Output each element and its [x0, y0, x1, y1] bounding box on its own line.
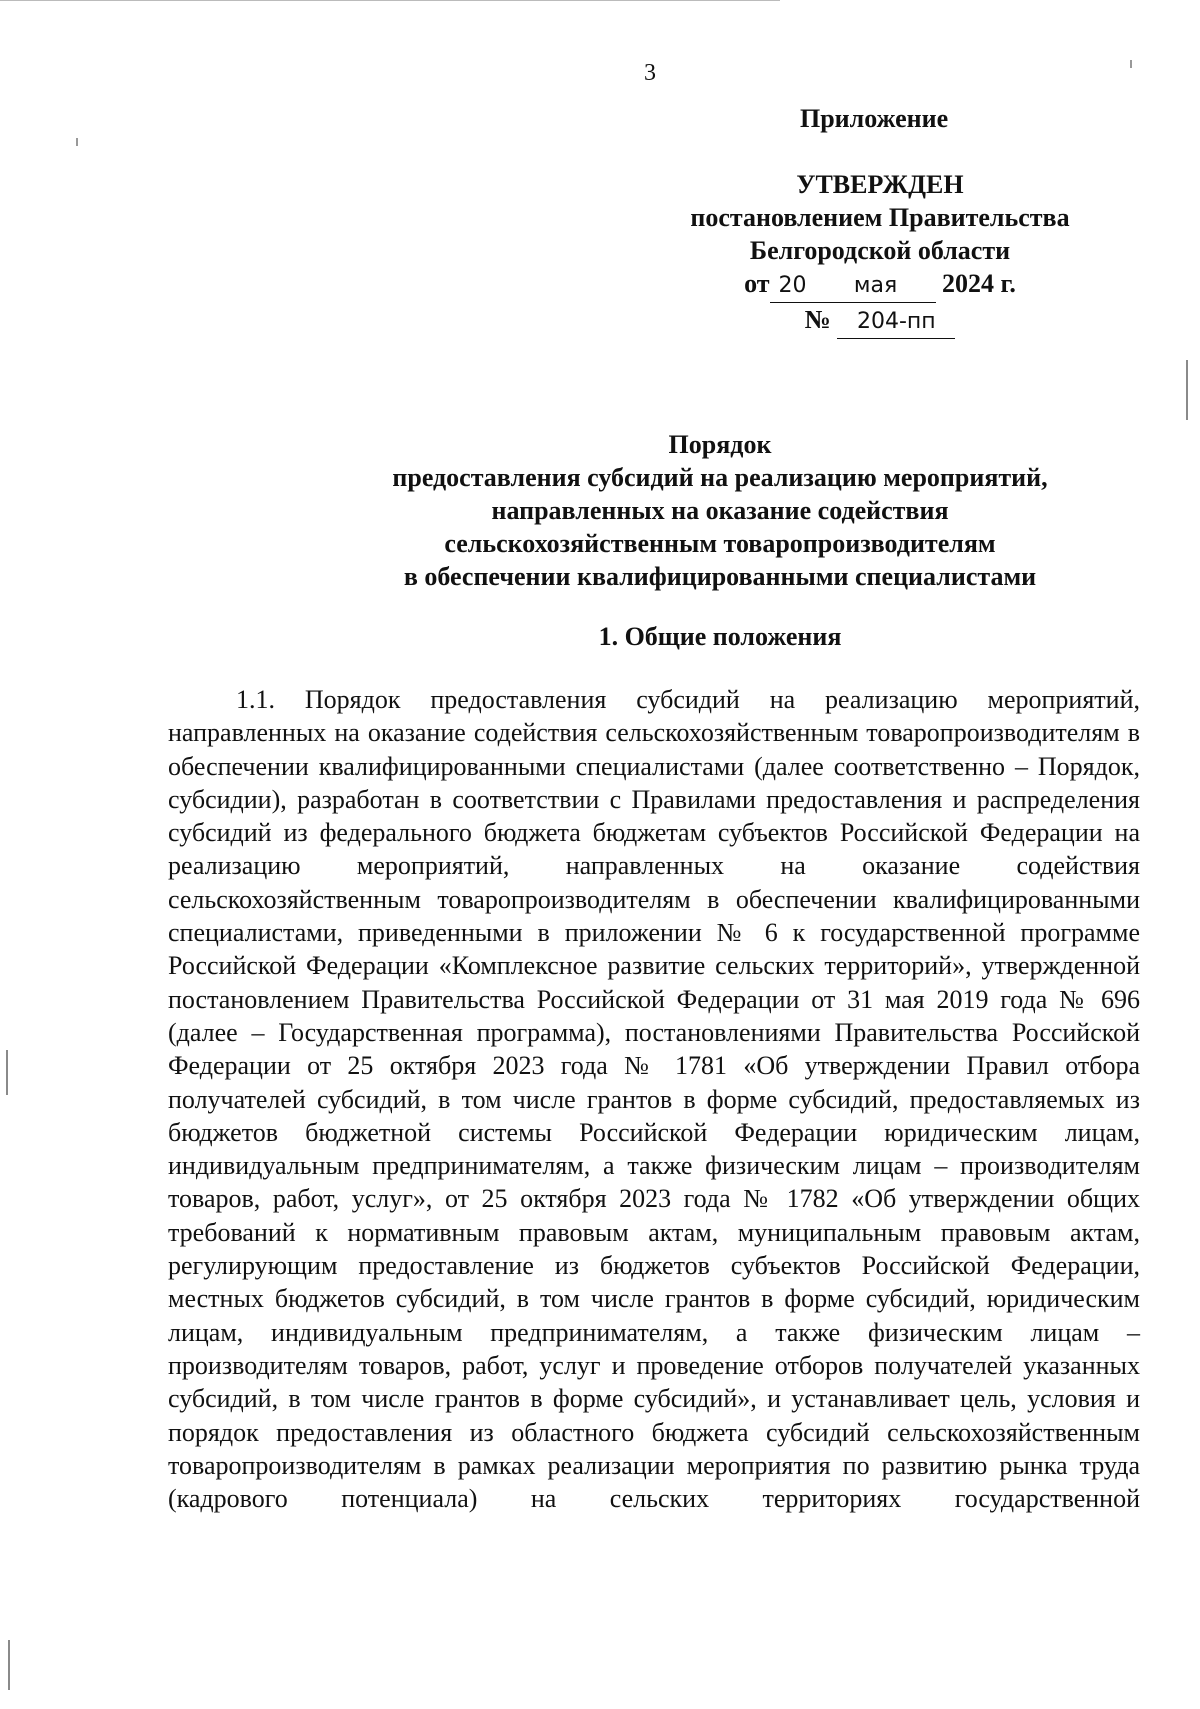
- date-prefix: от: [744, 269, 770, 298]
- date-day-field: 20: [770, 269, 816, 303]
- number-field: 204-пп: [837, 305, 955, 339]
- approval-stamp: [630, 168, 1130, 339]
- approved-heading: УТВЕРЖДЕН: [796, 170, 964, 199]
- title-line: предоставления субсидий на реализацию мероприятий,: [392, 463, 1048, 492]
- approval-date-line: [630, 267, 1130, 303]
- scan-top-edge: [0, 0, 780, 1]
- approval-number-line: [630, 303, 1130, 339]
- approved-region-line: Белгородской области: [749, 236, 1011, 265]
- scan-margin-mark: [6, 1050, 8, 1095]
- title-line: Порядок: [668, 430, 772, 459]
- appendix-label: Приложение: [800, 104, 949, 133]
- title-line: в обеспечении квалифицированными специалистами: [403, 562, 1037, 591]
- scan-speck: [76, 138, 78, 146]
- document-title: [300, 428, 1140, 593]
- section-heading: 1. Общие положения: [598, 622, 842, 651]
- scan-margin-mark: [1186, 360, 1188, 420]
- paragraph-1-1: 1.1. Порядок предоставления субсидий на реализацию мероприятий, направленных на оказание содействия сельскохозяйственным товаропроизводителям в обеспечении квалифицированными специалистами (далее соответственно – Порядок, субсидии), разработан в соответствии с Правилами предоставления и распределения субсидий из федерального бюджета бюджетам субъектов Российской Федерации на реализацию мероприятий, направленных на оказание содействия сельскохозяйственным товаропроизводителям в обеспечении квалифицированными специалистами, приведенными в приложении № 6 к государственной программе Российской Федерации «Комплексное развитие сельских территорий», утвержденной постановлением Правительства Российской Федерации от 31 мая 2019 года № 696 (далее – Государственная программа), постановлениями Правительства Российской Федерации от 25 октября 2023 года № 1781 «Об утверждении Правил отбора получателей субсидий, в том числе грантов в форме субсидий, предоставляемых из бюджетов бюджетной системы Российской Федерации юридическим лицам, индивидуальным предпринимателям, а также физическим лицам – производителям товаров, работ, услуг», от 25 октября 2023 года № 1782 «Об утверждении общих требований к нормативным правовым актам, муниципальным правовым актам, регулирующим предоставление из бюджетов субъектов Российской Федерации, местных бюджетов субсидий, в том числе грантов в форме субсидий, юридическим лицам, индивидуальным предпринимателям, а также физическим лицам – производителям товаров, работ, услуг и проведение отборов получателей указанных субсидий, в том числе грантов в форме субсидий», и устанавливает цель, условия и порядок предоставления из областного бюджета субсидий сельскохозяйственным товаропроизводителям в рамках реализации мероприятия по развитию рынка труда (кадрового потенциала) на сельских территориях государственной: [168, 685, 1140, 1514]
- number-prefix: №: [804, 305, 831, 334]
- page-number: 3: [644, 60, 656, 86]
- body-text: [168, 683, 1140, 1515]
- scan-margin-mark: [8, 1640, 10, 1690]
- date-year: 2024 г.: [942, 269, 1016, 298]
- date-month-field: мая: [816, 269, 936, 303]
- title-line: направленных на оказание содействия: [491, 496, 949, 525]
- approved-by-line: постановлением Правительства: [690, 203, 1070, 232]
- title-line: сельскохозяйственным товаропроизводителям: [444, 529, 996, 558]
